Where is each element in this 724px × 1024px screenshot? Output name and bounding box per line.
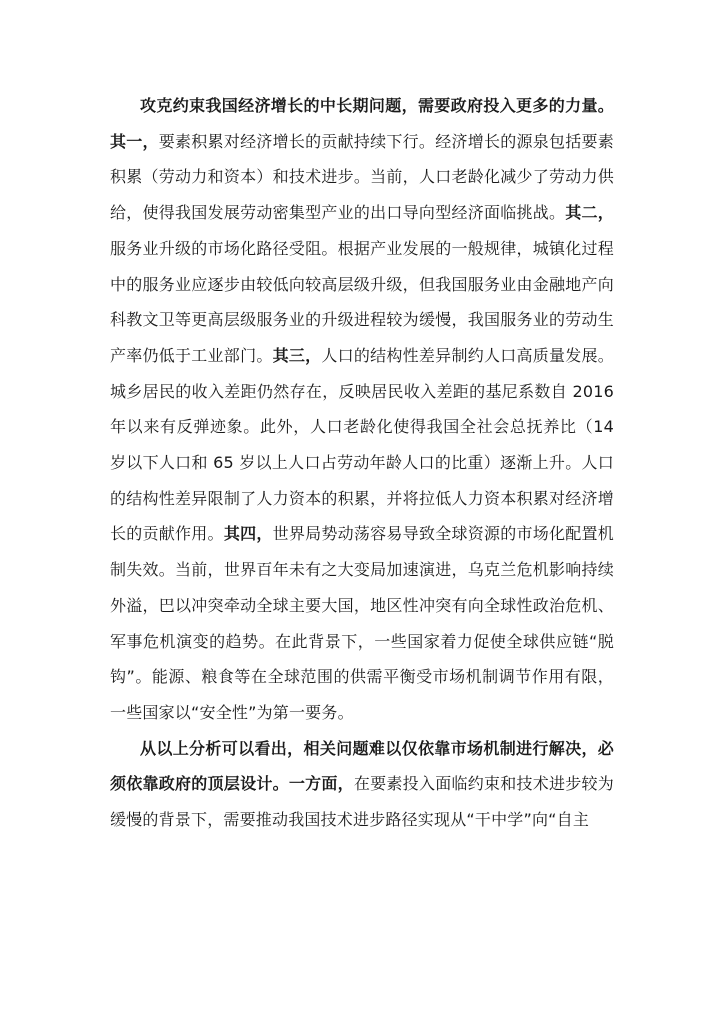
first-aspect-text: 在要素投入面临约束和技术进步较为缓慢的背景下，需要推动我国技术进步路径实现从“干中学”向“自主 bbox=[110, 774, 614, 830]
paragraph-1-lead-sentence: 攻克约束我国经济增长的中长期问题，需要政府投入更多的力量。 bbox=[140, 96, 614, 115]
point-four-label: 其四， bbox=[223, 524, 273, 544]
point-four-text: 世界局势动荡容易导致全球资源的市场化配置机制失效。当前，世界百年未有之大变局加速演进，乌克兰危机影响持续外溢，巴以冲突牵动全球主要大国，地区性冲突有向全球性政治危机、军事危机演变的趋势。在此背景下，一些国家着力促使全球供应链“脱钩”。能源、粮食等在全球范围的供需平衡受市场机制调节作用有限，一些国家以“安全性”为第一要务。 bbox=[110, 524, 614, 722]
point-two-text: 服务业升级的市场化路径受阻。根据产业发展的一般规律，城镇化过程中的服务业应逐步由较低向较高层级升级，但我国服务业由金融地产向科教文卫等更高层级服务业的升级进程较为缓慢，我国服务业的劳动生产率仍低于工业部门。 bbox=[110, 238, 614, 365]
paragraph-2-lead-sentence: 从以上分析可以看出，相关问题难以仅依靠市场机制进行解决，必须依靠政府的顶层设计。 bbox=[110, 738, 614, 794]
point-three-label: 其三， bbox=[272, 345, 322, 365]
point-one-label: 其一， bbox=[110, 131, 159, 151]
point-three-text: 人口的结构性差异制约人口高质量发展。城乡居民的收入差距仍然存在，反映居民收入差距的基尼系数自 2016 年以来有反弹迹象。此外，人口老龄化使得我国全社会总抚养比（14 岁以下人口和 65 岁以上人口占劳动年龄人口的比重）逐渐上升。人口的结构性差异限制了人力资本的积累，并将拉低人力资本积累对经济增长的贡献作用。 bbox=[110, 345, 614, 544]
point-two-label: 其二， bbox=[565, 203, 614, 223]
paragraph-2 bbox=[110, 731, 614, 838]
paragraph-1 bbox=[110, 88, 614, 731]
document-body bbox=[110, 88, 614, 838]
point-one-text: 要素积累对经济增长的贡献持续下行。经济增长的源泉包括要素积累（劳动力和资本）和技术进步。当前，人口老龄化减少了劳动力供给，使得我国发展劳动密集型产业的出口导向型经济面临挑战。 bbox=[110, 131, 614, 223]
first-aspect-label: 一方面， bbox=[288, 774, 354, 794]
